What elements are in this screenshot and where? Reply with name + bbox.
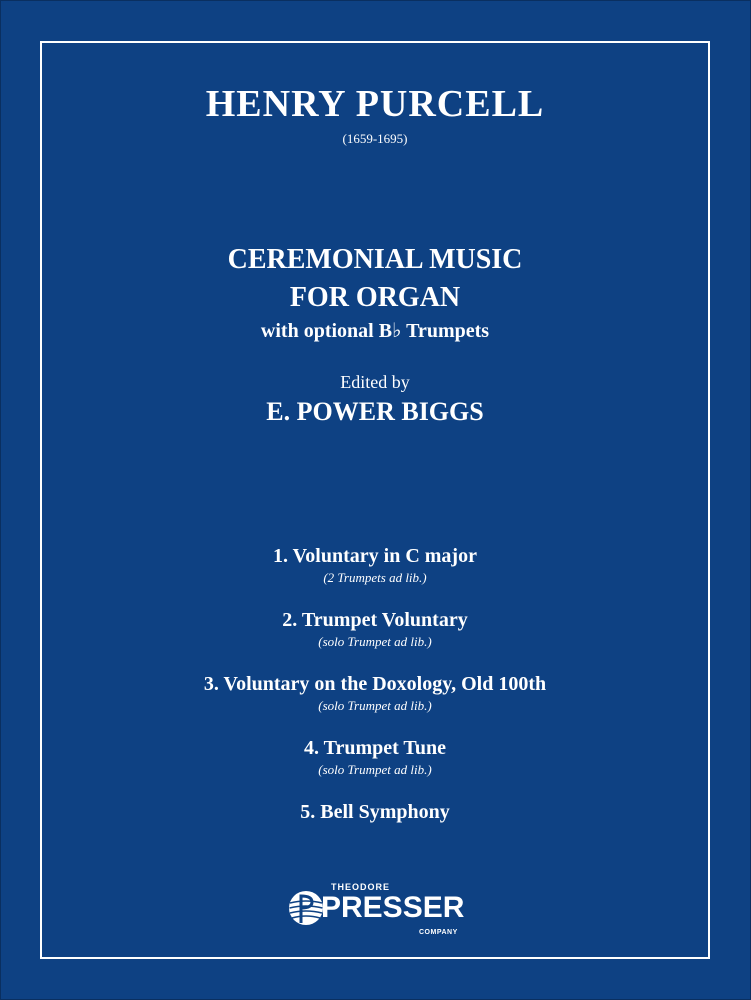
contents-item-title: 5. Bell Symphony: [300, 801, 450, 823]
presser-globe-logo-icon: [288, 890, 324, 926]
composer-name: HENRY PURCELL: [205, 83, 545, 125]
publisher-bottom-text: COMPANY: [419, 929, 458, 936]
publisher-top-text: THEODORE: [331, 882, 391, 892]
contents-item-note: (2 Trumpets ad lib.): [323, 570, 427, 585]
publisher-logo: [287, 882, 467, 942]
editor-name: E. POWER BIGGS: [266, 397, 484, 426]
publisher-main-text: PRESSER: [321, 891, 465, 924]
title-line-1: CEREMONIAL MUSIC: [227, 244, 523, 275]
contents-item-title: 4. Trumpet Tune: [303, 737, 447, 759]
title-line-2: FOR ORGAN: [289, 282, 461, 313]
contents-item-note: (solo Trumpet ad lib.): [318, 698, 432, 713]
contents-item-note: (solo Trumpet ad lib.): [318, 634, 432, 649]
contents-item-title: 1. Voluntary in C major: [273, 545, 477, 567]
contents-item-title: 2. Trumpet Voluntary: [282, 609, 468, 631]
contents-item-title: 3. Voluntary on the Doxology, Old 100th: [203, 673, 547, 695]
composer-dates: (1659-1695): [342, 131, 408, 146]
subtitle: with optional B♭ Trumpets: [260, 320, 490, 342]
edited-by-label: Edited by: [340, 372, 410, 392]
contents-item-note: (solo Trumpet ad lib.): [318, 762, 432, 777]
